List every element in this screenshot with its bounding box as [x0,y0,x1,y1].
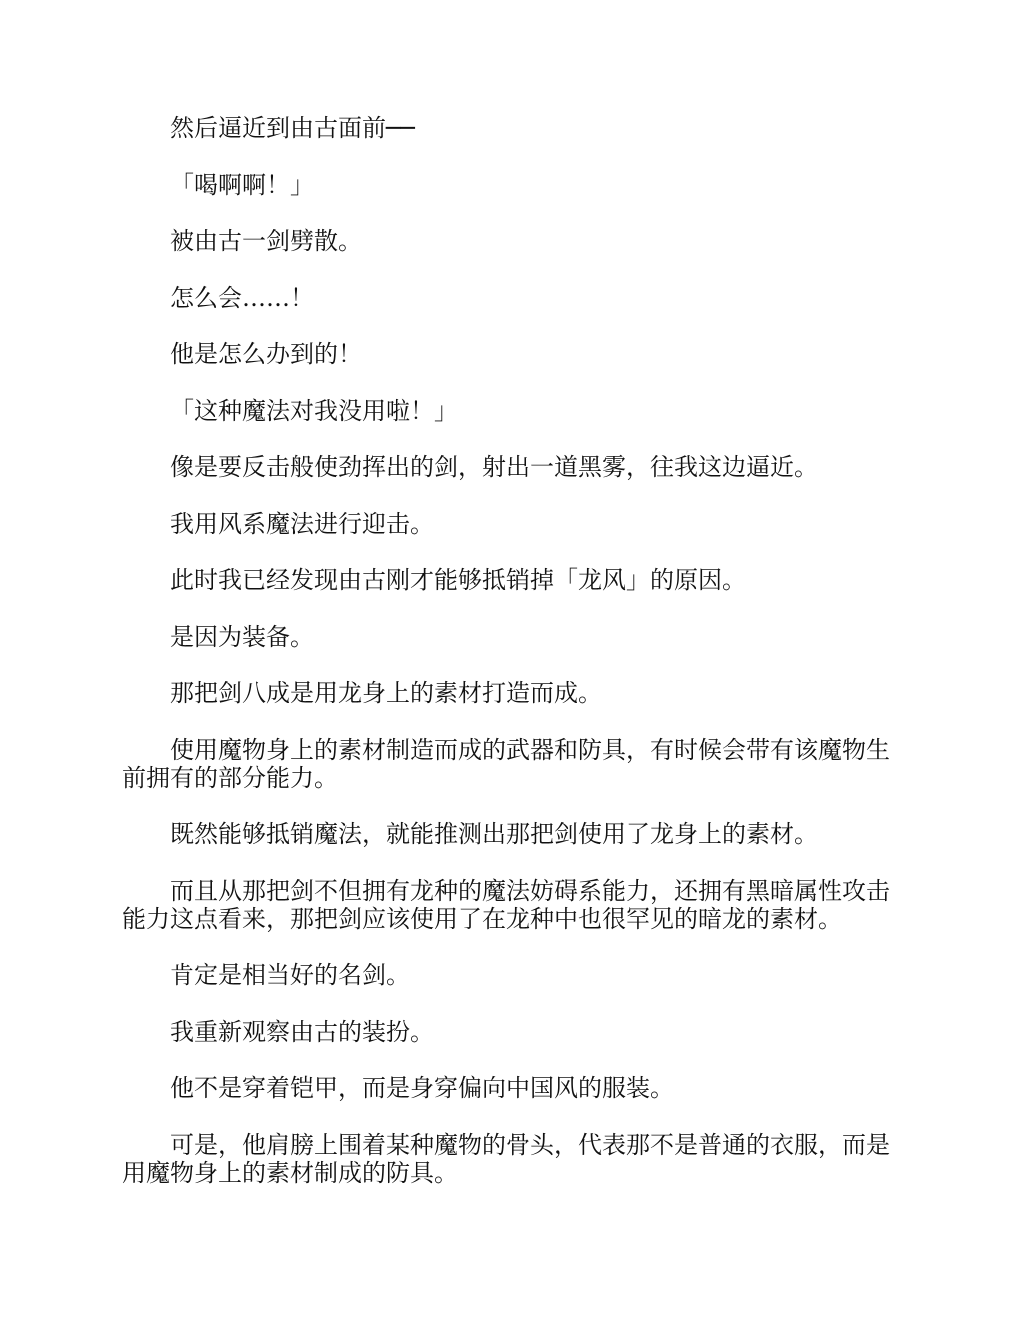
paragraph: 「这种魔法对我没用啦！」 [170,396,458,425]
paragraph: 是因为装备。 [170,622,314,651]
paragraph: 既然能够抵销魔法，就能推测出那把剑使用了龙身上的素材。 [170,820,818,848]
paragraph: 可是，他肩膀上围着某种魔物的骨头，代表那不是普通的衣服，而是用魔物身上的素材制成的防具。 [122,1130,890,1187]
paragraph: 像是要反击般使劲挥出的剑，射出一道黑雾，往我这边逼近。 [170,453,818,481]
paragraph: 怎么会……！ [170,283,314,312]
paragraph: 使用魔物身上的素材制造而成的武器和防具，有时候会带有该魔物生前拥有的部分能力。 [122,735,890,792]
paragraph: 肯定是相当好的名剑。 [170,961,410,989]
paragraph: 「喝啊啊！」 [170,170,314,199]
paragraph: 被由古一剑劈散。 [170,227,362,255]
paragraph: 此时我已经发现由古刚才能够抵销掉「龙风」的原因。 [170,566,746,594]
paragraph: 那把剑八成是用龙身上的素材打造而成。 [170,679,602,707]
paragraph: 他不是穿着铠甲，而是身穿偏向中国风的服装。 [170,1074,674,1102]
paragraph: 我重新观察由古的装扮。 [170,1017,434,1046]
paragraph: 而且从那把剑不但拥有龙种的魔法妨碍系能力，还拥有黑暗属性攻击能力这点看来，那把剑应该使用了在龙种中也很罕见的暗龙的素材。 [122,876,890,933]
paragraph: 我用风系魔法进行迎击。 [170,509,434,538]
paragraph: 然后逼近到由古面前── [170,114,415,142]
text-column [122,114,898,1215]
paragraph: 他是怎么办到的！ [170,340,362,368]
